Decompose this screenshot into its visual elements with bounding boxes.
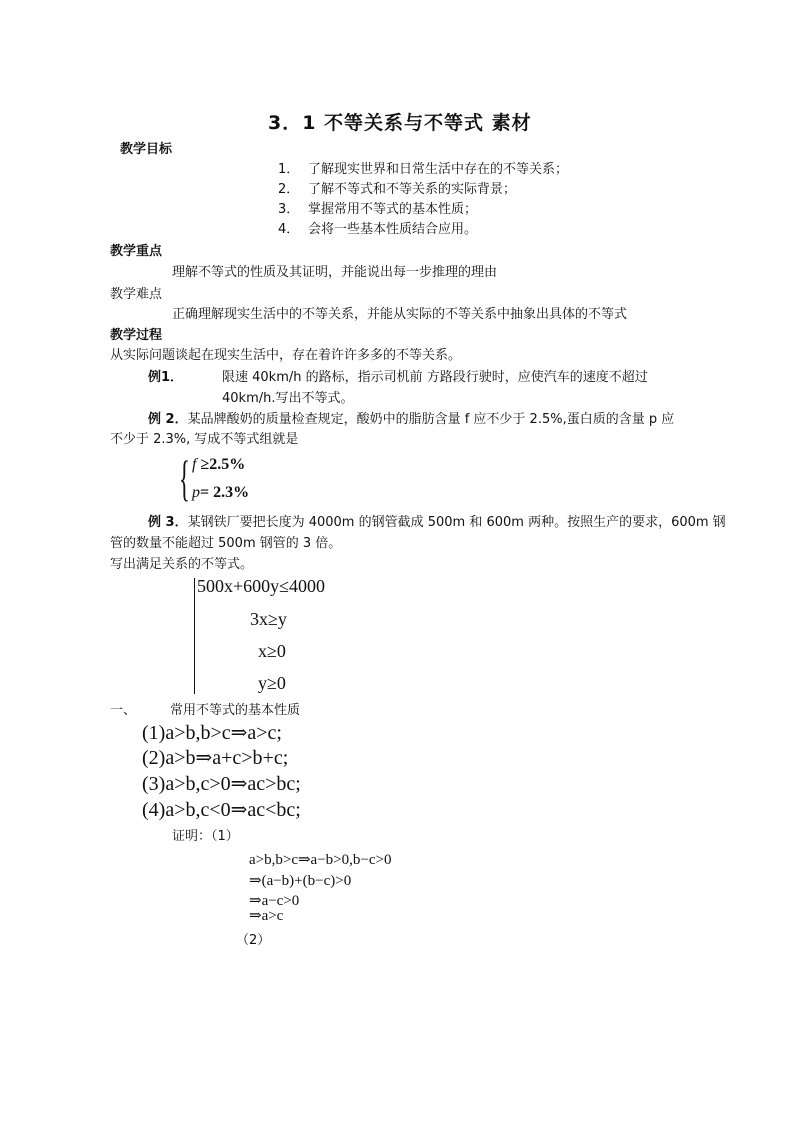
objective-text: 掌握常用不等式的基本性质； <box>308 202 478 217</box>
system1-eq2 <box>192 484 249 502</box>
example1-label: 例1． <box>148 370 184 385</box>
example3-line3: 写出满足关系的不等式。 <box>110 557 254 572</box>
proof-line-2: ⇒(a−b)+(b−c)>0 <box>249 873 352 889</box>
process-heading: 教学过程 <box>110 328 163 343</box>
objective-text: 了解不等式和不等关系的实际背景； <box>308 182 517 197</box>
eq1-rest: ≥2.5% <box>196 456 246 473</box>
objective-item <box>278 181 516 199</box>
page-title: 3．1 不等关系与不等式 素材 <box>268 112 532 134</box>
system2-row3: x≥0 <box>258 641 286 661</box>
proof-label: 证明：（1） <box>172 829 239 844</box>
key-point-text: 理解不等式的性质及其证明，并能说出每一步推理的理由 <box>172 265 498 280</box>
objective-text: 会将一些基本性质结合应用。 <box>308 222 478 237</box>
example3-text: 某钢铁厂要把长度为 4000m 的钢管截成 500m 和 600m 两种。按照生产的要求，600m 钢 <box>187 515 726 530</box>
var-f: f <box>192 456 197 473</box>
proof-line-1: a>b,b>c⇒a−b>0,b−c>0 <box>249 852 392 868</box>
example3-line1 <box>148 514 726 532</box>
proof-label-2: （2） <box>236 933 271 948</box>
property-3: (3)a>b,c>0⇒ac>bc; <box>142 773 301 795</box>
objective-num: 2． <box>278 182 300 197</box>
example2-text: 某品牌酸奶的质量检查规定，酸奶中的脂肪含量 f 应不少于 2.5%,蛋白质的含量 p 应 <box>187 412 675 427</box>
system2-row4: y≥0 <box>258 673 286 693</box>
example2-label: 例 2． <box>148 412 188 427</box>
objective-num: 4． <box>278 222 300 237</box>
objective-item <box>278 201 477 219</box>
objective-num: 3． <box>278 202 300 217</box>
property-4: (4)a>b,c<0⇒ac<bc; <box>142 799 301 821</box>
section1-num: 一、 <box>110 703 137 718</box>
key-point-heading: 教学重点 <box>110 244 163 259</box>
objective-text: 了解现实世界和日常生活中存在的不等关系； <box>308 162 569 177</box>
proof-line-4: ⇒a>c <box>249 908 284 924</box>
objective-num: 1． <box>278 162 300 177</box>
eq2-rest: = 2.3% <box>200 484 250 501</box>
example2-line2: 不少于 2.3%, 写成不等式组就是 <box>110 432 299 447</box>
system1-eq1 <box>192 456 245 474</box>
objective-item <box>278 221 477 239</box>
system2-row2: 3x≥y <box>250 609 287 629</box>
system2-row1: 500x+600y≤4000 <box>197 576 326 596</box>
objectives-heading: 教学目标 <box>120 142 173 157</box>
system-bracket <box>194 578 195 694</box>
property-2: (2)a>b⇒a+c>b+c; <box>142 747 289 769</box>
left-brace: { <box>179 450 190 506</box>
example3-label: 例 3． <box>148 515 188 530</box>
example2-line1 <box>148 411 674 429</box>
var-p: p <box>192 484 200 501</box>
difficulty-text: 正确理解现实生活中的不等关系，并能从实际的不等关系中抽象出具体的不等式 <box>172 307 628 322</box>
process-intro: 从实际问题谈起在现实生活中，存在着许许多多的不等关系。 <box>110 348 462 363</box>
example1-line1: 限速 40km/h 的路标，指示司机前 方路段行驶时，应使汽车的速度不超过 <box>222 370 648 385</box>
objective-item <box>278 161 568 179</box>
section1-heading: 常用不等式的基本性质 <box>170 703 301 718</box>
example3-line2: 管的数量不能超过 500m 钢管的 3 倍。 <box>110 536 342 551</box>
property-1: (1)a>b,b>c⇒a>c; <box>142 722 282 744</box>
proof-line-3: ⇒a−c>0 <box>249 893 300 909</box>
example1-line2: 40km/h.写出不等式。 <box>222 391 354 406</box>
difficulty-heading: 教学难点 <box>110 287 163 302</box>
